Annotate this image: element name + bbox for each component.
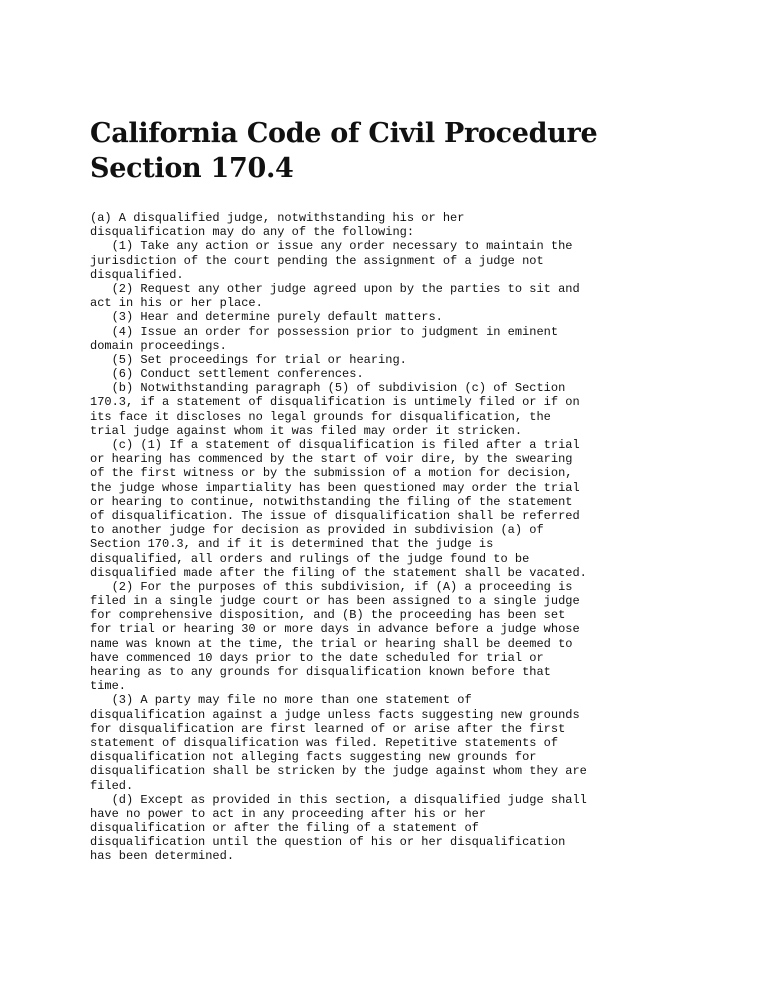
statute-line: trial judge against whom it was filed may order it stricken. — [90, 423, 523, 438]
statute-line: (b) Notwithstanding paragraph (5) of subdivision (c) of Section — [90, 381, 566, 396]
statute-line: disqualified. — [90, 267, 184, 282]
statute-line: (c) (1) If a statement of disqualification is filed after a trial — [90, 438, 580, 452]
statute-line: disqualification or after the filing of a statement of — [90, 821, 479, 836]
statute-line: has been determined. — [90, 849, 235, 864]
statute-line: (d) Except as provided in this section, a disqualified judge shall — [90, 792, 587, 807]
statute-line: act in his or her place. — [90, 296, 263, 311]
statute-line: disqualification until the question of his or her disqualification — [90, 835, 566, 850]
statute-line: name was known at the time, the trial or hearing shall be deemed to — [90, 636, 573, 651]
statute-line: 170.3, if a statement of disqualification is untimely filed or if on — [90, 395, 580, 410]
statute-line: to another judge for decision as provided in subdivision (a) of — [90, 523, 544, 538]
statute-line: or hearing to continue, notwithstanding the filing of the statement — [90, 494, 573, 509]
statute-line: for disqualification are first learned of or arise after the first — [90, 721, 566, 736]
statute-line: disqualification not alleging facts suggesting new grounds for — [90, 750, 537, 765]
statute-line: filed in a single judge court or has been assigned to a single judge — [90, 594, 580, 609]
statute-line: disqualification against a judge unless facts suggesting new grounds — [90, 707, 580, 722]
statute-line: Section 170.3, and if it is determined that the judge is — [90, 537, 494, 552]
statute-line: of disqualification. The issue of disqualification shall be referred — [90, 508, 580, 523]
statute-line: domain proceedings. — [90, 338, 227, 353]
statute-line: (3) A party may file no more than one statement of — [90, 693, 472, 708]
statute-line: hearing as to any grounds for disqualification known before that — [90, 665, 551, 679]
statute-line: filed. — [90, 778, 134, 793]
statute-line: disqualified made after the filing of the statement shall be vacated. — [90, 565, 587, 580]
page-title: California Code of Civil Procedure Section 170.4 — [90, 118, 598, 184]
statute-line: its face it discloses no legal grounds for disqualification, the — [90, 409, 551, 424]
statute-line: the judge whose impartiality has been questioned may order the trial — [90, 480, 580, 495]
statute-line: have no power to act in any proceeding after his or her — [90, 806, 487, 821]
statute-line: (2) For the purposes of this subdivision, if (A) a proceeding is — [90, 579, 573, 594]
statute-line: (a) A disqualified judge, notwithstanding his or her — [90, 211, 465, 225]
statute-line: statement of disqualification was filed. Repetitive statements of — [90, 735, 559, 750]
statute-line: time. — [90, 679, 127, 694]
statute-line: disqualification shall be stricken by the judge against whom they are — [90, 764, 587, 779]
statute-body — [90, 211, 650, 864]
statute-line: (6) Conduct settlement conferences. — [90, 367, 364, 382]
statute-line: for comprehensive disposition, and (B) the proceeding has been set — [90, 608, 566, 623]
statute-line: (4) Issue an order for possession prior to judgment in eminent — [90, 324, 559, 339]
statute-line: jurisdiction of the court pending the assignment of a judge not — [90, 253, 544, 268]
statute-line: have commenced 10 days prior to the date scheduled for trial or — [90, 650, 544, 665]
statute-line: or hearing has commenced by the start of voir dire, by the swearing — [90, 452, 573, 467]
statute-line: (2) Request any other judge agreed upon by the parties to sit and — [90, 281, 580, 296]
statute-line: of the first witness or by the submission of a motion for decision, — [90, 466, 573, 481]
statute-line: disqualified, all orders and rulings of the judge found to be — [90, 551, 530, 566]
statute-line: (1) Take any action or issue any order necessary to maintain the — [90, 239, 573, 254]
statute-line: (3) Hear and determine purely default matters. — [90, 310, 443, 325]
statute-line: disqualification may do any of the following: — [90, 225, 415, 240]
statute-line: for trial or hearing 30 or more days in advance before a judge whose — [90, 622, 580, 637]
statute-line: (5) Set proceedings for trial or hearing. — [90, 352, 407, 367]
